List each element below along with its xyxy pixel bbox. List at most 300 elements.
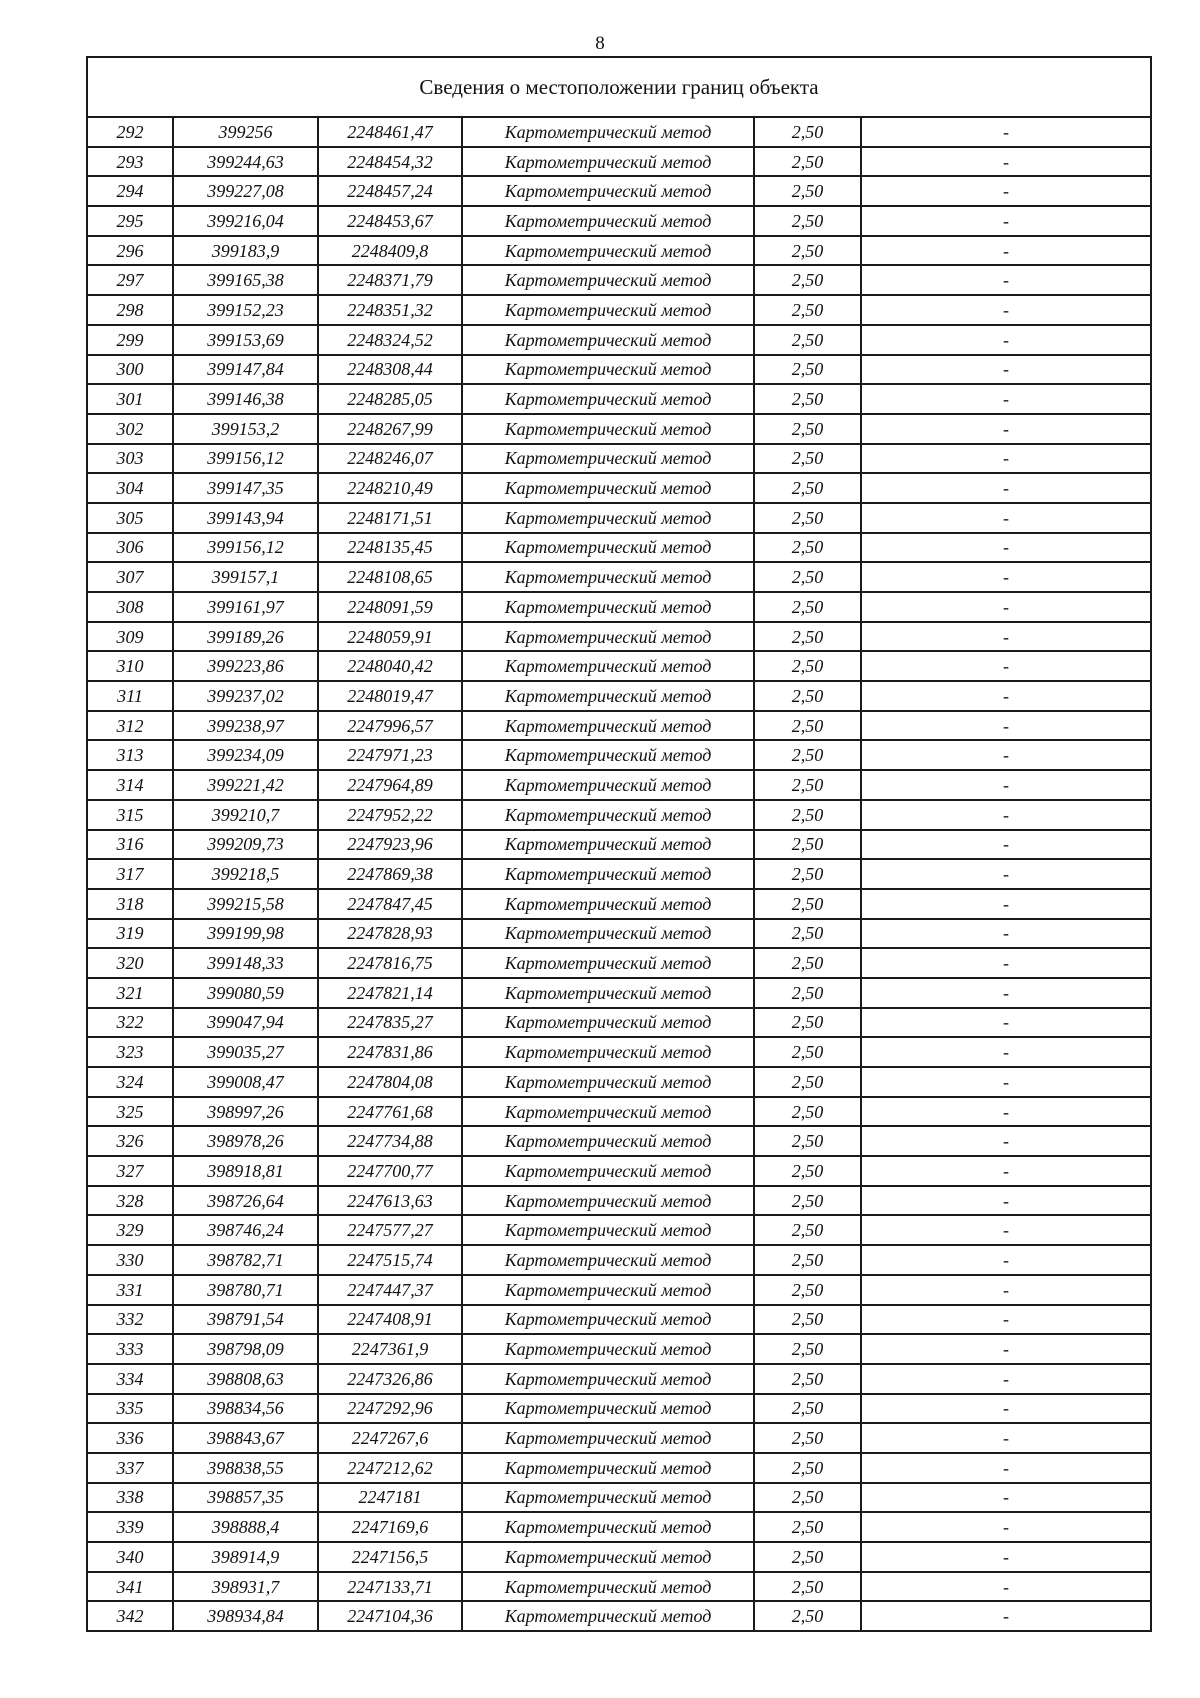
point-number-cell: 298 — [87, 295, 173, 325]
description-cell: - — [861, 651, 1151, 681]
y-coordinate-cell: 2248409,8 — [318, 236, 462, 266]
y-coordinate-cell: 2247816,75 — [318, 948, 462, 978]
accuracy-cell: 2,50 — [754, 562, 861, 592]
y-coordinate-cell: 2247804,08 — [318, 1067, 462, 1097]
method-cell: Картометрический метод — [462, 1245, 754, 1275]
accuracy-cell: 2,50 — [754, 117, 861, 147]
method-cell: Картометрический метод — [462, 948, 754, 978]
method-cell: Картометрический метод — [462, 1601, 754, 1631]
y-coordinate-cell: 2247700,77 — [318, 1156, 462, 1186]
description-cell: - — [861, 1245, 1151, 1275]
x-coordinate-cell: 398808,63 — [173, 1364, 318, 1394]
table-row — [87, 1186, 1151, 1216]
y-coordinate-cell: 2248040,42 — [318, 651, 462, 681]
point-number-cell: 303 — [87, 444, 173, 474]
y-coordinate-cell: 2247828,93 — [318, 919, 462, 949]
y-coordinate-cell: 2248171,51 — [318, 503, 462, 533]
method-cell: Картометрический метод — [462, 1186, 754, 1216]
method-cell: Картометрический метод — [462, 830, 754, 860]
method-cell: Картометрический метод — [462, 800, 754, 830]
y-coordinate-cell: 2247847,45 — [318, 889, 462, 919]
description-cell: - — [861, 1037, 1151, 1067]
table-row — [87, 978, 1151, 1008]
point-number-cell: 320 — [87, 948, 173, 978]
method-cell: Картометрический метод — [462, 592, 754, 622]
point-number-cell: 325 — [87, 1097, 173, 1127]
point-number-cell: 326 — [87, 1126, 173, 1156]
description-cell: - — [861, 473, 1151, 503]
description-cell: - — [861, 503, 1151, 533]
point-number-cell: 312 — [87, 711, 173, 741]
description-cell: - — [861, 1394, 1151, 1424]
point-number-cell: 300 — [87, 355, 173, 385]
x-coordinate-cell: 398918,81 — [173, 1156, 318, 1186]
table-row — [87, 147, 1151, 177]
y-coordinate-cell: 2248453,67 — [318, 206, 462, 236]
accuracy-cell: 2,50 — [754, 503, 861, 533]
method-cell: Картометрический метод — [462, 265, 754, 295]
table-row — [87, 295, 1151, 325]
table-row — [87, 562, 1151, 592]
y-coordinate-cell: 2248091,59 — [318, 592, 462, 622]
table-row — [87, 651, 1151, 681]
point-number-cell: 337 — [87, 1453, 173, 1483]
description-cell: - — [861, 325, 1151, 355]
description-cell: - — [861, 1126, 1151, 1156]
y-coordinate-cell: 2248267,99 — [318, 414, 462, 444]
x-coordinate-cell: 399234,09 — [173, 740, 318, 770]
accuracy-cell: 2,50 — [754, 1067, 861, 1097]
point-number-cell: 335 — [87, 1394, 173, 1424]
y-coordinate-cell: 2247821,14 — [318, 978, 462, 1008]
accuracy-cell: 2,50 — [754, 1097, 861, 1127]
point-number-cell: 308 — [87, 592, 173, 622]
x-coordinate-cell: 399183,9 — [173, 236, 318, 266]
description-cell: - — [861, 295, 1151, 325]
accuracy-cell: 2,50 — [754, 1215, 861, 1245]
y-coordinate-cell: 2247292,96 — [318, 1394, 462, 1424]
method-cell: Картометрический метод — [462, 681, 754, 711]
x-coordinate-cell: 398726,64 — [173, 1186, 318, 1216]
point-number-cell: 294 — [87, 176, 173, 206]
description-cell: - — [861, 147, 1151, 177]
x-coordinate-cell: 398857,35 — [173, 1483, 318, 1513]
x-coordinate-cell: 399153,2 — [173, 414, 318, 444]
description-cell: - — [861, 1008, 1151, 1038]
accuracy-cell: 2,50 — [754, 1601, 861, 1631]
point-number-cell: 296 — [87, 236, 173, 266]
point-number-cell: 323 — [87, 1037, 173, 1067]
method-cell: Картометрический метод — [462, 1394, 754, 1424]
x-coordinate-cell: 399199,98 — [173, 919, 318, 949]
accuracy-cell: 2,50 — [754, 1126, 861, 1156]
table-row — [87, 919, 1151, 949]
accuracy-cell: 2,50 — [754, 889, 861, 919]
x-coordinate-cell: 399210,7 — [173, 800, 318, 830]
method-cell: Картометрический метод — [462, 1423, 754, 1453]
point-number-cell: 342 — [87, 1601, 173, 1631]
table-row — [87, 117, 1151, 147]
x-coordinate-cell: 398780,71 — [173, 1275, 318, 1305]
description-cell: - — [861, 978, 1151, 1008]
point-number-cell: 314 — [87, 770, 173, 800]
point-number-cell: 293 — [87, 147, 173, 177]
description-cell: - — [861, 948, 1151, 978]
x-coordinate-cell: 398782,71 — [173, 1245, 318, 1275]
y-coordinate-cell: 2247181 — [318, 1483, 462, 1513]
x-coordinate-cell: 399218,5 — [173, 859, 318, 889]
table-row — [87, 1126, 1151, 1156]
description-cell: - — [861, 1572, 1151, 1602]
y-coordinate-cell: 2248059,91 — [318, 622, 462, 652]
method-cell: Картометрический метод — [462, 1512, 754, 1542]
accuracy-cell: 2,50 — [754, 800, 861, 830]
x-coordinate-cell: 399223,86 — [173, 651, 318, 681]
accuracy-cell: 2,50 — [754, 1186, 861, 1216]
x-coordinate-cell: 399216,04 — [173, 206, 318, 236]
method-cell: Картометрический метод — [462, 1156, 754, 1186]
table-row — [87, 325, 1151, 355]
accuracy-cell: 2,50 — [754, 384, 861, 414]
method-cell: Картометрический метод — [462, 503, 754, 533]
accuracy-cell: 2,50 — [754, 1275, 861, 1305]
accuracy-cell: 2,50 — [754, 1542, 861, 1572]
point-number-cell: 310 — [87, 651, 173, 681]
table-row — [87, 711, 1151, 741]
y-coordinate-cell: 2247831,86 — [318, 1037, 462, 1067]
description-cell: - — [861, 711, 1151, 741]
table-row — [87, 1305, 1151, 1335]
y-coordinate-cell: 2248308,44 — [318, 355, 462, 385]
accuracy-cell: 2,50 — [754, 592, 861, 622]
table-row — [87, 948, 1151, 978]
point-number-cell: 322 — [87, 1008, 173, 1038]
x-coordinate-cell: 399165,38 — [173, 265, 318, 295]
accuracy-cell: 2,50 — [754, 1008, 861, 1038]
method-cell: Картометрический метод — [462, 562, 754, 592]
description-cell: - — [861, 1067, 1151, 1097]
y-coordinate-cell: 2247267,6 — [318, 1423, 462, 1453]
y-coordinate-cell: 2248457,24 — [318, 176, 462, 206]
accuracy-cell: 2,50 — [754, 1483, 861, 1513]
y-coordinate-cell: 2248454,32 — [318, 147, 462, 177]
description-cell: - — [861, 919, 1151, 949]
boundary-table — [86, 56, 1152, 1632]
x-coordinate-cell: 399221,42 — [173, 770, 318, 800]
point-number-cell: 302 — [87, 414, 173, 444]
x-coordinate-cell: 399256 — [173, 117, 318, 147]
table-row — [87, 355, 1151, 385]
method-cell: Картометрический метод — [462, 147, 754, 177]
y-coordinate-cell: 2248108,65 — [318, 562, 462, 592]
method-cell: Картометрический метод — [462, 236, 754, 266]
method-cell: Картометрический метод — [462, 1542, 754, 1572]
accuracy-cell: 2,50 — [754, 1453, 861, 1483]
point-number-cell: 321 — [87, 978, 173, 1008]
x-coordinate-cell: 398834,56 — [173, 1394, 318, 1424]
x-coordinate-cell: 399153,69 — [173, 325, 318, 355]
table-row — [87, 830, 1151, 860]
description-cell: - — [861, 1305, 1151, 1335]
x-coordinate-cell: 399156,12 — [173, 533, 318, 563]
y-coordinate-cell: 2247361,9 — [318, 1334, 462, 1364]
table-row — [87, 1423, 1151, 1453]
accuracy-cell: 2,50 — [754, 176, 861, 206]
method-cell: Картометрический метод — [462, 414, 754, 444]
x-coordinate-cell: 399227,08 — [173, 176, 318, 206]
table-row — [87, 1334, 1151, 1364]
x-coordinate-cell: 399189,26 — [173, 622, 318, 652]
table-row — [87, 473, 1151, 503]
x-coordinate-cell: 399215,58 — [173, 889, 318, 919]
table-row — [87, 384, 1151, 414]
description-cell: - — [861, 830, 1151, 860]
y-coordinate-cell: 2247835,27 — [318, 1008, 462, 1038]
x-coordinate-cell: 398997,26 — [173, 1097, 318, 1127]
description-cell: - — [861, 1334, 1151, 1364]
table-row — [87, 414, 1151, 444]
description-cell: - — [861, 414, 1151, 444]
accuracy-cell: 2,50 — [754, 355, 861, 385]
description-cell: - — [861, 176, 1151, 206]
y-coordinate-cell: 2248135,45 — [318, 533, 462, 563]
table-row — [87, 503, 1151, 533]
method-cell: Картометрический метод — [462, 978, 754, 1008]
accuracy-cell: 2,50 — [754, 1364, 861, 1394]
description-cell: - — [861, 1364, 1151, 1394]
y-coordinate-cell: 2248324,52 — [318, 325, 462, 355]
description-cell: - — [861, 562, 1151, 592]
table-title-row — [87, 57, 1151, 117]
point-number-cell: 338 — [87, 1483, 173, 1513]
table-row — [87, 1156, 1151, 1186]
accuracy-cell: 2,50 — [754, 295, 861, 325]
x-coordinate-cell: 399047,94 — [173, 1008, 318, 1038]
description-cell: - — [861, 1601, 1151, 1631]
description-cell: - — [861, 1097, 1151, 1127]
table-row — [87, 236, 1151, 266]
method-cell: Картометрический метод — [462, 770, 754, 800]
point-number-cell: 316 — [87, 830, 173, 860]
table-row — [87, 859, 1151, 889]
y-coordinate-cell: 2247133,71 — [318, 1572, 462, 1602]
point-number-cell: 313 — [87, 740, 173, 770]
x-coordinate-cell: 399035,27 — [173, 1037, 318, 1067]
table-row — [87, 1542, 1151, 1572]
x-coordinate-cell: 399080,59 — [173, 978, 318, 1008]
y-coordinate-cell: 2247577,27 — [318, 1215, 462, 1245]
accuracy-cell: 2,50 — [754, 919, 861, 949]
method-cell: Картометрический метод — [462, 651, 754, 681]
method-cell: Картометрический метод — [462, 206, 754, 236]
accuracy-cell: 2,50 — [754, 206, 861, 236]
table-title: Сведения о местоположении границ объекта — [87, 57, 1151, 117]
accuracy-cell: 2,50 — [754, 265, 861, 295]
table-row — [87, 889, 1151, 919]
table-row — [87, 1067, 1151, 1097]
table-row — [87, 681, 1151, 711]
point-number-cell: 304 — [87, 473, 173, 503]
point-number-cell: 306 — [87, 533, 173, 563]
description-cell: - — [861, 622, 1151, 652]
point-number-cell: 299 — [87, 325, 173, 355]
method-cell: Картометрический метод — [462, 1097, 754, 1127]
accuracy-cell: 2,50 — [754, 1305, 861, 1335]
x-coordinate-cell: 399148,33 — [173, 948, 318, 978]
table-row — [87, 622, 1151, 652]
table-row — [87, 592, 1151, 622]
point-number-cell: 305 — [87, 503, 173, 533]
description-cell: - — [861, 1156, 1151, 1186]
method-cell: Картометрический метод — [462, 533, 754, 563]
description-cell: - — [861, 533, 1151, 563]
table-row — [87, 1394, 1151, 1424]
description-cell: - — [861, 1275, 1151, 1305]
table-row — [87, 533, 1151, 563]
y-coordinate-cell: 2248246,07 — [318, 444, 462, 474]
accuracy-cell: 2,50 — [754, 681, 861, 711]
table-row — [87, 1512, 1151, 1542]
method-cell: Картометрический метод — [462, 1008, 754, 1038]
accuracy-cell: 2,50 — [754, 1156, 861, 1186]
y-coordinate-cell: 2248461,47 — [318, 117, 462, 147]
point-number-cell: 292 — [87, 117, 173, 147]
point-number-cell: 334 — [87, 1364, 173, 1394]
point-number-cell: 339 — [87, 1512, 173, 1542]
point-number-cell: 295 — [87, 206, 173, 236]
x-coordinate-cell: 399244,63 — [173, 147, 318, 177]
y-coordinate-cell: 2247971,23 — [318, 740, 462, 770]
description-cell: - — [861, 1423, 1151, 1453]
table-row — [87, 1601, 1151, 1631]
method-cell: Картометрический метод — [462, 859, 754, 889]
table-row — [87, 1364, 1151, 1394]
x-coordinate-cell: 398914,9 — [173, 1542, 318, 1572]
accuracy-cell: 2,50 — [754, 770, 861, 800]
point-number-cell: 297 — [87, 265, 173, 295]
table-row — [87, 770, 1151, 800]
table-row — [87, 265, 1151, 295]
description-cell: - — [861, 265, 1151, 295]
point-number-cell: 327 — [87, 1156, 173, 1186]
description-cell: - — [861, 592, 1151, 622]
point-number-cell: 324 — [87, 1067, 173, 1097]
method-cell: Картометрический метод — [462, 355, 754, 385]
accuracy-cell: 2,50 — [754, 948, 861, 978]
x-coordinate-cell: 398934,84 — [173, 1601, 318, 1631]
x-coordinate-cell: 399238,97 — [173, 711, 318, 741]
description-cell: - — [861, 206, 1151, 236]
table-row — [87, 1245, 1151, 1275]
method-cell: Картометрический метод — [462, 1215, 754, 1245]
x-coordinate-cell: 399156,12 — [173, 444, 318, 474]
method-cell: Картометрический метод — [462, 1126, 754, 1156]
y-coordinate-cell: 2247156,5 — [318, 1542, 462, 1572]
table-row — [87, 1483, 1151, 1513]
x-coordinate-cell: 399237,02 — [173, 681, 318, 711]
method-cell: Картометрический метод — [462, 384, 754, 414]
table-row — [87, 1215, 1151, 1245]
method-cell: Картометрический метод — [462, 711, 754, 741]
accuracy-cell: 2,50 — [754, 325, 861, 355]
x-coordinate-cell: 398888,4 — [173, 1512, 318, 1542]
x-coordinate-cell: 399146,38 — [173, 384, 318, 414]
description-cell: - — [861, 117, 1151, 147]
accuracy-cell: 2,50 — [754, 1423, 861, 1453]
x-coordinate-cell: 399209,73 — [173, 830, 318, 860]
method-cell: Картометрический метод — [462, 295, 754, 325]
x-coordinate-cell: 398798,09 — [173, 1334, 318, 1364]
page-number: 8 — [595, 33, 605, 54]
table-row — [87, 176, 1151, 206]
table-row — [87, 1453, 1151, 1483]
point-number-cell: 330 — [87, 1245, 173, 1275]
y-coordinate-cell: 2247613,63 — [318, 1186, 462, 1216]
method-cell: Картометрический метод — [462, 1067, 754, 1097]
accuracy-cell: 2,50 — [754, 1572, 861, 1602]
method-cell: Картометрический метод — [462, 1364, 754, 1394]
y-coordinate-cell: 2247761,68 — [318, 1097, 462, 1127]
accuracy-cell: 2,50 — [754, 1394, 861, 1424]
y-coordinate-cell: 2247734,88 — [318, 1126, 462, 1156]
method-cell: Картометрический метод — [462, 444, 754, 474]
point-number-cell: 333 — [87, 1334, 173, 1364]
method-cell: Картометрический метод — [462, 1453, 754, 1483]
y-coordinate-cell: 2247104,36 — [318, 1601, 462, 1631]
point-number-cell: 331 — [87, 1275, 173, 1305]
table-row — [87, 740, 1151, 770]
method-cell: Картометрический метод — [462, 1572, 754, 1602]
description-cell: - — [861, 740, 1151, 770]
description-cell: - — [861, 1542, 1151, 1572]
method-cell: Картометрический метод — [462, 740, 754, 770]
method-cell: Картометрический метод — [462, 622, 754, 652]
table-row — [87, 1572, 1151, 1602]
accuracy-cell: 2,50 — [754, 740, 861, 770]
description-cell: - — [861, 444, 1151, 474]
x-coordinate-cell: 398843,67 — [173, 1423, 318, 1453]
description-cell: - — [861, 1186, 1151, 1216]
x-coordinate-cell: 399161,97 — [173, 592, 318, 622]
accuracy-cell: 2,50 — [754, 1037, 861, 1067]
y-coordinate-cell: 2247212,62 — [318, 1453, 462, 1483]
y-coordinate-cell: 2247964,89 — [318, 770, 462, 800]
point-number-cell: 317 — [87, 859, 173, 889]
y-coordinate-cell: 2247923,96 — [318, 830, 462, 860]
x-coordinate-cell: 398838,55 — [173, 1453, 318, 1483]
method-cell: Картометрический метод — [462, 1334, 754, 1364]
point-number-cell: 332 — [87, 1305, 173, 1335]
x-coordinate-cell: 398746,24 — [173, 1215, 318, 1245]
y-coordinate-cell: 2247447,37 — [318, 1275, 462, 1305]
y-coordinate-cell: 2248210,49 — [318, 473, 462, 503]
description-cell: - — [861, 1512, 1151, 1542]
y-coordinate-cell: 2248285,05 — [318, 384, 462, 414]
description-cell: - — [861, 859, 1151, 889]
accuracy-cell: 2,50 — [754, 533, 861, 563]
x-coordinate-cell: 399157,1 — [173, 562, 318, 592]
x-coordinate-cell: 399147,84 — [173, 355, 318, 385]
table-row — [87, 444, 1151, 474]
accuracy-cell: 2,50 — [754, 414, 861, 444]
y-coordinate-cell: 2247952,22 — [318, 800, 462, 830]
point-number-cell: 336 — [87, 1423, 173, 1453]
x-coordinate-cell: 398978,26 — [173, 1126, 318, 1156]
point-number-cell: 329 — [87, 1215, 173, 1245]
point-number-cell: 341 — [87, 1572, 173, 1602]
description-cell: - — [861, 1215, 1151, 1245]
accuracy-cell: 2,50 — [754, 1334, 861, 1364]
